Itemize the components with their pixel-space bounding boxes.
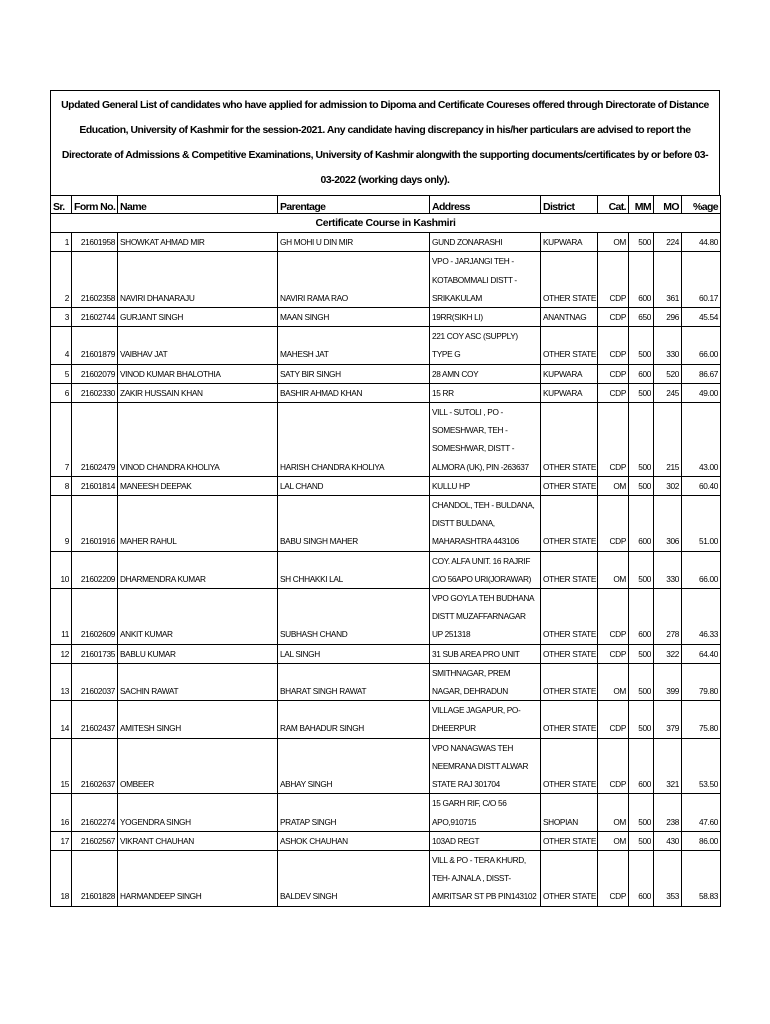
row-address: VPO GOYLA TEH BUDHANA DISTT MUZAFFARNAGAR UP 251318 (430, 589, 541, 645)
row-form-no: 21601828 (72, 850, 118, 906)
row-name: BABLU KUMAR (118, 644, 278, 663)
row-pct: 60.40 (682, 476, 721, 495)
row-mo: 330 (654, 327, 682, 364)
row-cat: CDP (598, 850, 629, 906)
row-sr: 12 (51, 644, 72, 663)
row-address: 31 SUB AREA PRO UNIT (430, 644, 541, 663)
row-district: OTHER STATE (541, 663, 598, 700)
row-form-no: 21601958 (72, 233, 118, 252)
row-mo: 278 (654, 589, 682, 645)
row-district: OTHER STATE (541, 644, 598, 663)
row-mo: 296 (654, 308, 682, 327)
row-mo: 245 (654, 383, 682, 402)
table-row (51, 383, 721, 402)
row-address: GUND ZONARASHI (430, 233, 541, 252)
row-cat: CDP (598, 496, 629, 552)
row-mo: 306 (654, 496, 682, 552)
col-header-sr: Sr. (51, 196, 72, 214)
row-mm: 500 (629, 327, 654, 364)
row-district: SHOPIAN (541, 794, 598, 831)
row-name: SACHIN RAWAT (118, 663, 278, 700)
row-parentage: MAHESH JAT (278, 327, 430, 364)
row-parentage: ASHOK CHAUHAN (278, 831, 430, 850)
row-sr: 16 (51, 794, 72, 831)
row-parentage: PRATAP SINGH (278, 794, 430, 831)
row-cat: OM (598, 794, 629, 831)
col-header-name: Name (118, 196, 278, 214)
row-cat: CDP (598, 327, 629, 364)
row-mm: 600 (629, 364, 654, 383)
row-parentage: NAVIRI RAMA RAO (278, 252, 430, 308)
row-mm: 600 (629, 738, 654, 794)
row-district: OTHER STATE (541, 850, 598, 906)
row-sr: 3 (51, 308, 72, 327)
row-mo: 353 (654, 850, 682, 906)
table-row (51, 644, 721, 663)
row-cat: OM (598, 831, 629, 850)
row-mm: 500 (629, 551, 654, 588)
row-pct: 45.54 (682, 308, 721, 327)
row-pct: 66.00 (682, 327, 721, 364)
row-mo: 322 (654, 644, 682, 663)
row-pct: 75.80 (682, 701, 721, 738)
row-name: VINOD KUMAR BHALOTHIA (118, 364, 278, 383)
row-mm: 500 (629, 644, 654, 663)
row-cat: CDP (598, 383, 629, 402)
row-address: VILL & PO - TERA KHURD, TEH- AJNALA , DISST- AMRITSAR ST PB PIN143102 (430, 850, 541, 906)
row-parentage: SH CHHAKKI LAL (278, 551, 430, 588)
row-cat: CDP (598, 644, 629, 663)
section-row (51, 214, 721, 233)
col-header-form-no: Form No. (72, 196, 118, 214)
row-address: 19RR(SIKH LI) (430, 308, 541, 327)
row-sr: 18 (51, 850, 72, 906)
table-row (51, 831, 721, 850)
table-row (51, 233, 721, 252)
table-row (51, 308, 721, 327)
row-mm: 500 (629, 233, 654, 252)
row-cat: OM (598, 233, 629, 252)
col-header-mm: MM (629, 196, 654, 214)
row-address: 15 GARH RIF, C/O 56 APO,910715 (430, 794, 541, 831)
row-parentage: BASHIR AHMAD KHAN (278, 383, 430, 402)
row-cat: OM (598, 476, 629, 495)
table-row (51, 327, 721, 364)
row-sr: 6 (51, 383, 72, 402)
row-mm: 650 (629, 308, 654, 327)
row-pct: 51.00 (682, 496, 721, 552)
row-name: DHARMENDRA KUMAR (118, 551, 278, 588)
row-form-no: 21602437 (72, 701, 118, 738)
row-parentage: LAL CHAND (278, 476, 430, 495)
row-district: OTHER STATE (541, 496, 598, 552)
row-cat: CDP (598, 308, 629, 327)
row-mo: 238 (654, 794, 682, 831)
row-cat: CDP (598, 364, 629, 383)
row-mo: 321 (654, 738, 682, 794)
row-mo: 399 (654, 663, 682, 700)
row-cat: CDP (598, 403, 629, 477)
row-pct: 53.50 (682, 738, 721, 794)
row-form-no: 21601735 (72, 644, 118, 663)
row-mm: 500 (629, 794, 654, 831)
row-cat: OM (598, 663, 629, 700)
row-sr: 2 (51, 252, 72, 308)
row-address: VILLAGE JAGAPUR, PO- DHEERPUR (430, 701, 541, 738)
table-row (51, 496, 721, 552)
header-row (51, 196, 721, 214)
table-row (51, 663, 721, 700)
col-header-address: Address (430, 196, 541, 214)
row-cat: CDP (598, 738, 629, 794)
row-mm: 500 (629, 403, 654, 477)
row-sr: 10 (51, 551, 72, 588)
title-line: Updated General List of candidates who have applied for admission to Dipoma and Certificate Coureses offered through Directorate of Distance (61, 100, 709, 111)
row-district: OTHER STATE (541, 701, 598, 738)
row-district: OTHER STATE (541, 738, 598, 794)
row-sr: 4 (51, 327, 72, 364)
row-mo: 430 (654, 831, 682, 850)
row-district: OTHER STATE (541, 551, 598, 588)
row-name: ZAKIR HUSSAIN KHAN (118, 383, 278, 402)
row-form-no: 21601916 (72, 496, 118, 552)
row-district: OTHER STATE (541, 327, 598, 364)
title-line: Education, University of Kashmir for the session-2021. Any candidate having discrepancy in his/her particulars are advised to report the (79, 125, 691, 136)
row-sr: 8 (51, 476, 72, 495)
table-row (51, 589, 721, 645)
row-form-no: 21602744 (72, 308, 118, 327)
row-mm: 500 (629, 383, 654, 402)
row-address: 15 RR (430, 383, 541, 402)
row-form-no: 21602479 (72, 403, 118, 477)
title-line: 03-2022 (working days only). (320, 175, 450, 186)
row-district: OTHER STATE (541, 831, 598, 850)
row-pct: 64.40 (682, 644, 721, 663)
row-parentage: SUBHASH CHAND (278, 589, 430, 645)
table-row (51, 252, 721, 308)
row-mm: 600 (629, 850, 654, 906)
col-header-parentage: Parentage (278, 196, 430, 214)
row-name: GURJANT SINGH (118, 308, 278, 327)
row-form-no: 21601879 (72, 327, 118, 364)
row-cat: CDP (598, 252, 629, 308)
row-address: KULLU HP (430, 476, 541, 495)
row-name: AMITESH SINGH (118, 701, 278, 738)
table-row (51, 850, 721, 906)
row-sr: 9 (51, 496, 72, 552)
row-mo: 379 (654, 701, 682, 738)
table-row (51, 403, 721, 477)
col-header-cat: Cat. (598, 196, 629, 214)
row-mm: 600 (629, 252, 654, 308)
row-pct: 49.00 (682, 383, 721, 402)
row-district: ANANTNAG (541, 308, 598, 327)
row-mo: 224 (654, 233, 682, 252)
row-mm: 500 (629, 701, 654, 738)
row-cat: OM (598, 551, 629, 588)
row-address: VILL - SUTOLI , PO - SOMESHWAR, TEH - SOMESHWAR, DISTT - ALMORA (UK), PIN -263637 (430, 403, 541, 477)
row-address: 103AD REGT (430, 831, 541, 850)
row-pct: 47.60 (682, 794, 721, 831)
row-district: KUPWARA (541, 233, 598, 252)
row-form-no: 21602358 (72, 252, 118, 308)
row-sr: 7 (51, 403, 72, 477)
row-form-no: 21602274 (72, 794, 118, 831)
row-pct: 66.00 (682, 551, 721, 588)
row-name: VINOD CHANDRA KHOLIYA (118, 403, 278, 477)
row-form-no: 21602567 (72, 831, 118, 850)
table-row (51, 701, 721, 738)
row-parentage: SATY BIR SINGH (278, 364, 430, 383)
row-parentage: BALDEV SINGH (278, 850, 430, 906)
row-pct: 86.00 (682, 831, 721, 850)
row-pct: 60.17 (682, 252, 721, 308)
row-district: OTHER STATE (541, 589, 598, 645)
row-mo: 520 (654, 364, 682, 383)
row-district: KUPWARA (541, 364, 598, 383)
row-name: ANKIT KUMAR (118, 589, 278, 645)
row-name: OMBEER (118, 738, 278, 794)
document-title (50, 90, 720, 195)
row-name: YOGENDRA SINGH (118, 794, 278, 831)
table-row (51, 476, 721, 495)
row-address: VPO - JARJANGI TEH - KOTABOMMALI DISTT - SRIKAKULAM (430, 252, 541, 308)
row-mo: 330 (654, 551, 682, 588)
table-row (51, 738, 721, 794)
row-mm: 600 (629, 589, 654, 645)
row-pct: 44.80 (682, 233, 721, 252)
section-title: Certificate Course in Kashmiri (51, 214, 721, 233)
row-parentage: ABHAY SINGH (278, 738, 430, 794)
row-sr: 13 (51, 663, 72, 700)
row-sr: 11 (51, 589, 72, 645)
row-district: KUPWARA (541, 383, 598, 402)
col-header-mo: MO (654, 196, 682, 214)
row-mm: 600 (629, 496, 654, 552)
row-parentage: MAAN SINGH (278, 308, 430, 327)
row-parentage: GH MOHI U DIN MIR (278, 233, 430, 252)
row-parentage: BHARAT SINGH RAWAT (278, 663, 430, 700)
row-mo: 215 (654, 403, 682, 477)
row-district: OTHER STATE (541, 476, 598, 495)
row-pct: 79.80 (682, 663, 721, 700)
row-form-no: 21601814 (72, 476, 118, 495)
col-header-pct: %age (682, 196, 721, 214)
row-address: SMITHNAGAR, PREM NAGAR, DEHRADUN (430, 663, 541, 700)
row-name: SHOWKAT AHMAD MIR (118, 233, 278, 252)
row-form-no: 21602609 (72, 589, 118, 645)
row-sr: 1 (51, 233, 72, 252)
row-sr: 14 (51, 701, 72, 738)
row-name: MANEESH DEEPAK (118, 476, 278, 495)
candidate-list-sheet (50, 90, 720, 907)
candidate-table (50, 195, 721, 907)
row-name: VAIBHAV JAT (118, 327, 278, 364)
table-row (51, 794, 721, 831)
row-district: OTHER STATE (541, 403, 598, 477)
row-mo: 361 (654, 252, 682, 308)
row-parentage: BABU SINGH MAHER (278, 496, 430, 552)
row-form-no: 21602079 (72, 364, 118, 383)
row-sr: 5 (51, 364, 72, 383)
title-line: Directorate of Admissions & Competitive Examinations, University of Kashmir alongwith the supporting documents/certificates by or before 03- (61, 150, 709, 161)
row-parentage: RAM BAHADUR SINGH (278, 701, 430, 738)
col-header-district: District (541, 196, 598, 214)
row-pct: 43.00 (682, 403, 721, 477)
row-address: VPO NANAGWAS TEH NEEMRANA DISTT ALWAR STATE RAJ 301704 (430, 738, 541, 794)
table-body (51, 233, 721, 906)
row-form-no: 21602037 (72, 663, 118, 700)
row-name: HARMANDEEP SINGH (118, 850, 278, 906)
table-row (51, 551, 721, 588)
row-form-no: 21602330 (72, 383, 118, 402)
row-name: MAHER RAHUL (118, 496, 278, 552)
table-row (51, 364, 721, 383)
row-pct: 46.33 (682, 589, 721, 645)
row-mo: 302 (654, 476, 682, 495)
row-form-no: 21602637 (72, 738, 118, 794)
row-form-no: 21602209 (72, 551, 118, 588)
row-name: VIKRANT CHAUHAN (118, 831, 278, 850)
row-district: OTHER STATE (541, 252, 598, 308)
row-mm: 500 (629, 663, 654, 700)
row-address: 221 COY ASC (SUPPLY) TYPE G (430, 327, 541, 364)
row-address: 28 AMN COY (430, 364, 541, 383)
row-address: CHANDOL, TEH - BULDANA, DISTT BULDANA, MAHARASHTRA 443106 (430, 496, 541, 552)
row-parentage: LAL SINGH (278, 644, 430, 663)
row-parentage: HARISH CHANDRA KHOLIYA (278, 403, 430, 477)
row-name: NAVIRI DHANARAJU (118, 252, 278, 308)
row-pct: 58.83 (682, 850, 721, 906)
row-mm: 500 (629, 831, 654, 850)
row-cat: CDP (598, 589, 629, 645)
row-mm: 500 (629, 476, 654, 495)
row-address: COY. ALFA UNIT. 16 RAJRIF C/O 56APO URI(JORAWAR) (430, 551, 541, 588)
row-sr: 15 (51, 738, 72, 794)
row-pct: 86.67 (682, 364, 721, 383)
row-sr: 17 (51, 831, 72, 850)
row-cat: CDP (598, 701, 629, 738)
